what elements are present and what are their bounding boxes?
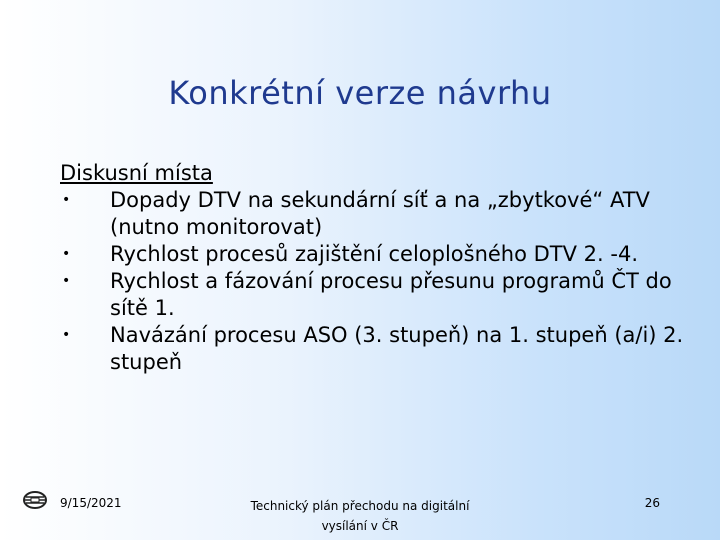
bullet-item xyxy=(60,322,700,376)
section-heading: Diskusní místa xyxy=(60,161,213,185)
ctu-logo-icon xyxy=(22,489,48,511)
bullet-text: Rychlost a fázování procesu přesunu programů ČT do sítě 1. xyxy=(110,269,672,320)
bullet-item xyxy=(60,268,700,322)
page-number: 26 xyxy=(644,496,660,510)
footer-date: 9/15/2021 xyxy=(60,496,122,510)
bullet-text: Navázání procesu ASO (3. stupeň) na 1. stupeň (a/i) 2. stupeň xyxy=(110,323,684,374)
bullet-item xyxy=(60,187,700,241)
footer-title-line: Technický plán přechodu na digitální xyxy=(250,499,470,513)
bullet-marker: • xyxy=(62,327,71,343)
bullet-marker: • xyxy=(62,192,71,208)
footer-title-line: vysílání v ČR xyxy=(321,519,399,533)
bullet-text: Rychlost procesů zajištění celoplošného DTV 2. -4. xyxy=(110,242,639,266)
bullet-marker: • xyxy=(62,246,71,262)
bullet-item xyxy=(60,241,700,268)
bullet-text: Dopady DTV na sekundární síť a na „zbytkové“ ATV (nutno monitorovat) xyxy=(110,188,650,239)
bullet-marker: • xyxy=(62,273,71,289)
slide-title: Konkrétní verze návrhu xyxy=(168,74,552,112)
footer-title xyxy=(240,496,480,536)
slide-content xyxy=(60,160,700,376)
